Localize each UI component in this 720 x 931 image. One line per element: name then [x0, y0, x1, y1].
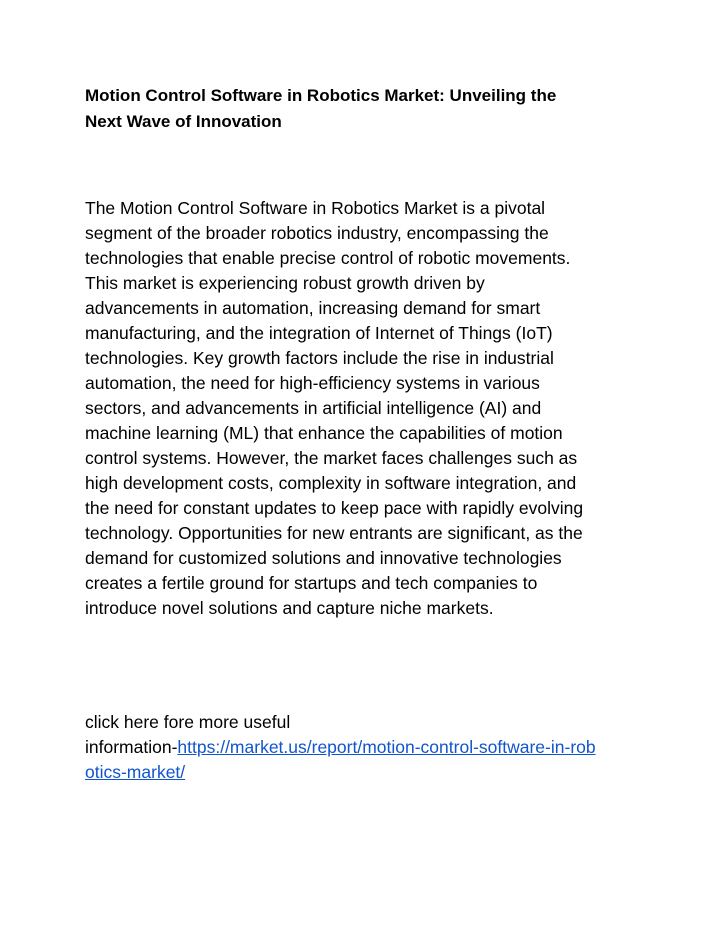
paragraph-line: segment of the broader robotics industry, encompassing the: [85, 223, 549, 243]
paragraph-line: This market is experiencing robust growth driven by: [85, 273, 485, 293]
paragraph-line: high development costs, complexity in software integration, and: [85, 473, 577, 493]
paragraph-line: technologies. Key growth factors include the rise in industrial: [85, 348, 554, 368]
more-info-note: [85, 710, 665, 785]
paragraph-line: technologies that enable precise control of robotic movements.: [85, 248, 571, 268]
paragraph-line: sectors, and advancements in artificial intelligence (AI) and: [85, 398, 542, 418]
paragraph-line: introduce novel solutions and capture niche markets.: [85, 598, 494, 618]
document-title: [85, 83, 645, 135]
paragraph-line: the need for constant updates to keep pace with rapidly evolving: [85, 498, 584, 518]
more-info-line: click here fore more useful: [85, 712, 291, 732]
info-prefix: information-: [85, 737, 178, 757]
paragraph-line: machine learning (ML) that enhance the capabilities of motion: [85, 423, 563, 443]
paragraph-line: demand for customized solutions and innovative technologies: [85, 548, 562, 568]
paragraph-line: creates a fertile ground for startups and tech companies to: [85, 573, 538, 593]
more-info-link-line: [85, 760, 665, 785]
paragraph-line: advancements in automation, increasing demand for smart: [85, 298, 541, 318]
paragraph-line: automation, the need for high-efficiency systems in various: [85, 373, 540, 393]
body-paragraph: [85, 196, 645, 621]
report-link-continued[interactable]: otics-market/: [85, 762, 186, 782]
paragraph-line: control systems. However, the market faces challenges such as: [85, 448, 578, 468]
report-link[interactable]: https://market.us/report/motion-control-software-in-rob: [177, 737, 596, 757]
more-info-link-line: [85, 735, 665, 760]
title-line: Next Wave of Innovation: [85, 112, 282, 131]
paragraph-line: technology. Opportunities for new entrants are significant, as the: [85, 523, 583, 543]
title-line: Motion Control Software in Robotics Market: Unveiling the: [85, 86, 557, 105]
paragraph-line: manufacturing, and the integration of Internet of Things (IoT): [85, 323, 553, 343]
paragraph-line: The Motion Control Software in Robotics Market is a pivotal: [85, 198, 546, 218]
